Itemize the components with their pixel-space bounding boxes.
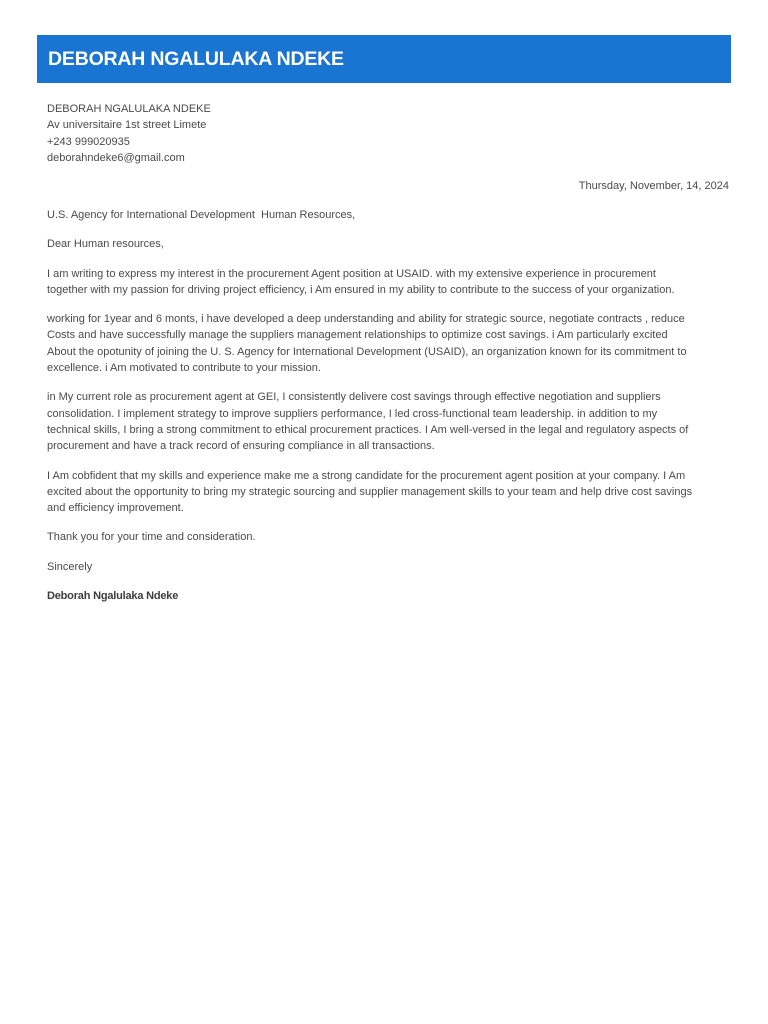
paragraph-4: I Am cobfident that my skills and experience make me a strong candidate for the procurement agent position at your company. I Am excited about the opportunity to bring my strategic sourcing and supplier management skills to your team and help drive cost savings and efficiency improvement.: [47, 469, 693, 515]
paragraph-2: working for 1year and 6 monts, i have developed a deep understanding and ability for strategic source, negotiate contracts , reduce Costs and have successfully manage the suppliers management relationships to optimize cost savings. i Am particularly excited About the opotunity of joining the U. S. Agency for International Development (USAID), an organization known for its commitment to excellence. i Am motivated to contribute to your mission.: [47, 313, 687, 375]
sender-name: DEBORAH NGALULAKA NDEKE: [47, 103, 211, 115]
letter-body: [47, 101, 729, 604]
paragraph-1: I am writing to express my interest in the procurement Agent position at USAID. with my extensive experience in procurement together with my passion for driving project efficiency, i Am ensured in my ability to contribute to the success of your organization.: [47, 267, 675, 296]
sender-phone: +243 999020935: [47, 135, 130, 148]
signature-name: Deborah Ngalulaka Ndeke: [47, 590, 179, 603]
header-banner: [37, 35, 731, 83]
paragraph-3: in My current role as procurement agent at GEI, I consistently delivere cost savings through effective negotiation and suppliers consolidation. I implement strategy to improve suppliers performance, I led cross-functional team leadership. in addition to my technical skills, I bring a strong commitment to ethical procurement practices. I Am well-versed in the legal and regulatory aspects of procurement and have a track record of ensuring compliance in all transactions.: [47, 391, 689, 453]
salutation: Dear Human resources,: [47, 238, 164, 251]
signoff: Sincerely: [47, 560, 93, 573]
sender-email: deborahndeke6@gmail.com: [47, 151, 185, 164]
recipient-line: U.S. Agency for International Development Human Resources,: [47, 208, 356, 221]
closing-line: Thank you for your time and consideration.: [47, 531, 256, 544]
sender-contact-block: [47, 101, 729, 166]
header-name: DEBORAH NGALULAKA NDEKE: [48, 47, 344, 70]
letter-date: Thursday, November, 14, 2024: [578, 180, 729, 193]
sender-address: Av universitaire 1st street Limete: [47, 119, 207, 132]
